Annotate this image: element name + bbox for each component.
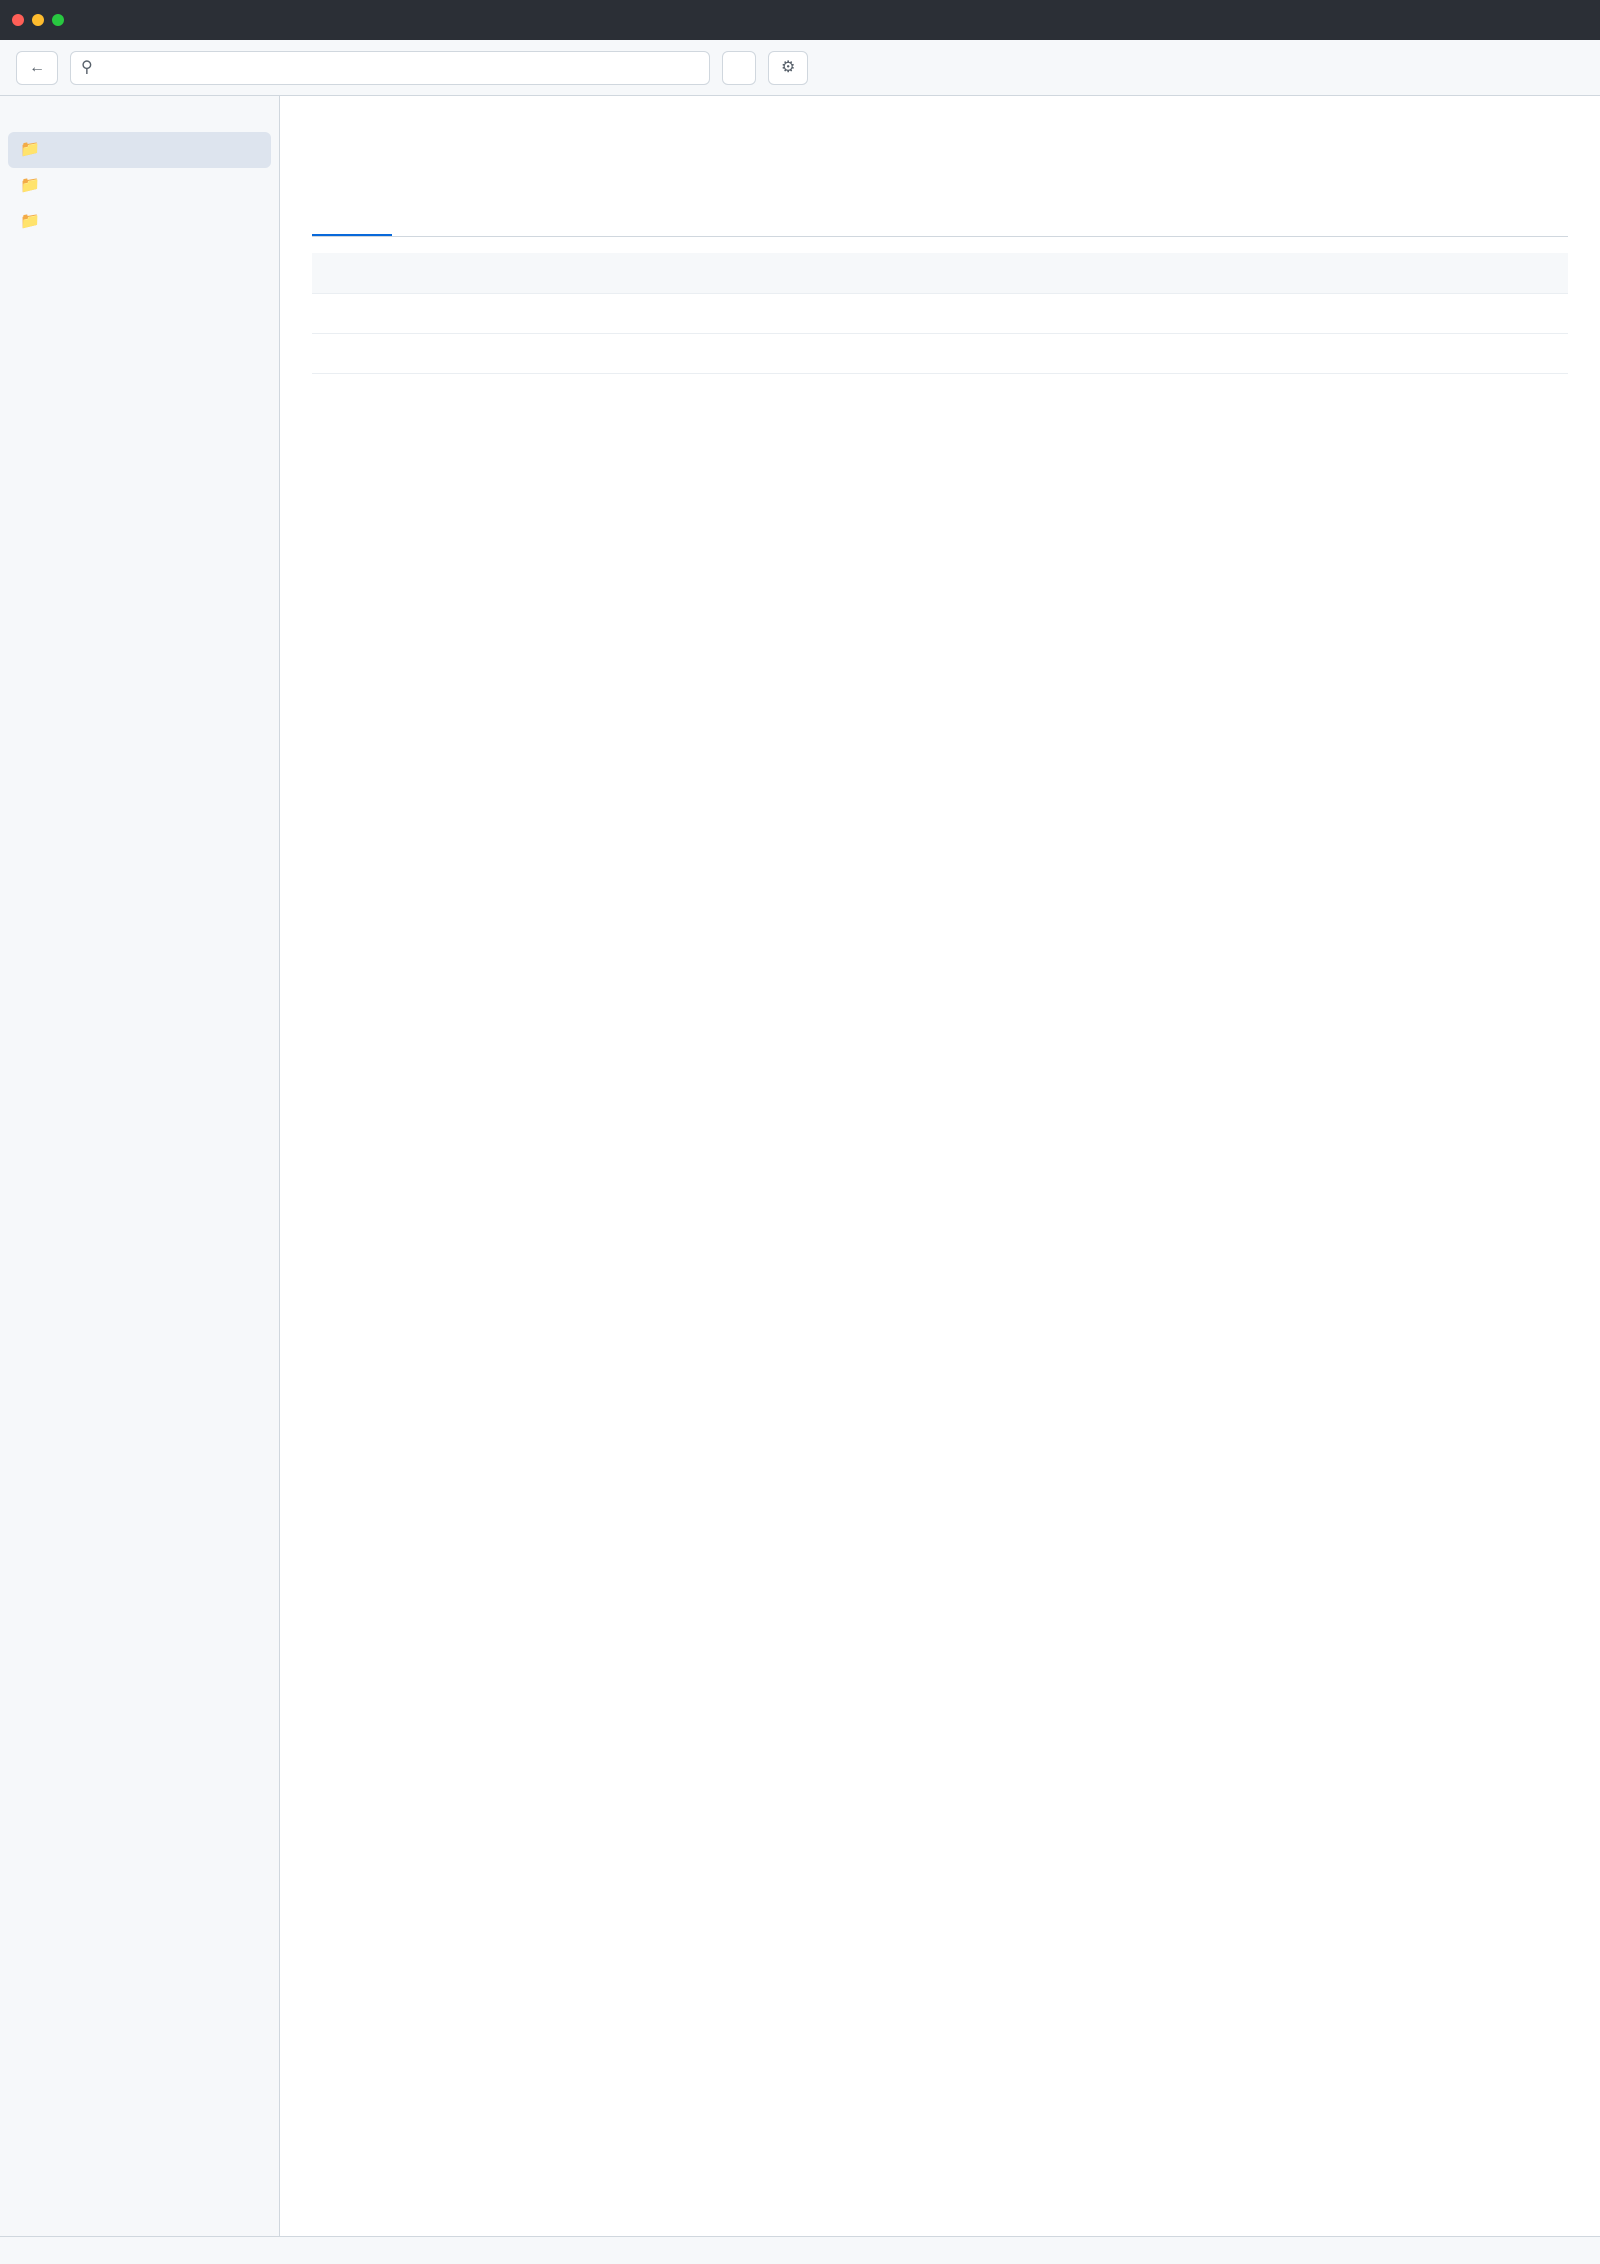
maximize-window-button[interactable] — [52, 14, 64, 26]
table-cell — [312, 293, 731, 333]
tab[interactable] — [312, 196, 392, 236]
app-body — [0, 96, 1600, 2236]
close-window-button[interactable] — [12, 14, 24, 26]
tab-bar — [312, 196, 1568, 237]
main-content — [280, 96, 1600, 2236]
sidebar-item[interactable] — [8, 168, 271, 204]
table-header-row — [312, 253, 1568, 293]
table-cell — [1149, 333, 1568, 373]
column-header[interactable] — [731, 253, 1150, 293]
table-row[interactable] — [312, 293, 1568, 333]
folder-icon: 📁 — [20, 213, 40, 230]
settings-button[interactable] — [768, 51, 808, 85]
search-box — [70, 51, 710, 85]
minimize-window-button[interactable] — [32, 14, 44, 26]
table-cell — [312, 333, 731, 373]
table-cell — [731, 293, 1150, 333]
toolbar — [0, 40, 1600, 96]
folder-icon: 📁 — [20, 141, 40, 158]
folder-icon: 📁 — [20, 177, 40, 194]
title-bar — [0, 0, 1600, 40]
search-icon: ⚲ — [81, 58, 93, 76]
tab[interactable] — [396, 196, 476, 236]
sidebar — [0, 96, 280, 2236]
back-button[interactable] — [16, 51, 58, 85]
column-header[interactable] — [312, 253, 731, 293]
arrow-left-icon: ← — [29, 58, 45, 76]
sidebar-item[interactable] — [8, 132, 271, 168]
sidebar-heading — [8, 112, 271, 132]
gear-icon: ⚙ — [781, 58, 796, 76]
column-header[interactable] — [1149, 253, 1568, 293]
sidebar-item[interactable] — [8, 204, 271, 240]
table-cell — [731, 333, 1150, 373]
page-title — [312, 146, 1568, 180]
search-input[interactable] — [101, 59, 699, 77]
table-row[interactable] — [312, 333, 1568, 373]
data-table — [312, 253, 1568, 374]
breadcrumb — [312, 120, 1568, 138]
window-controls — [12, 14, 64, 26]
table-cell — [1149, 293, 1568, 333]
primary-button[interactable] — [722, 51, 756, 85]
status-bar — [0, 2236, 1600, 2264]
